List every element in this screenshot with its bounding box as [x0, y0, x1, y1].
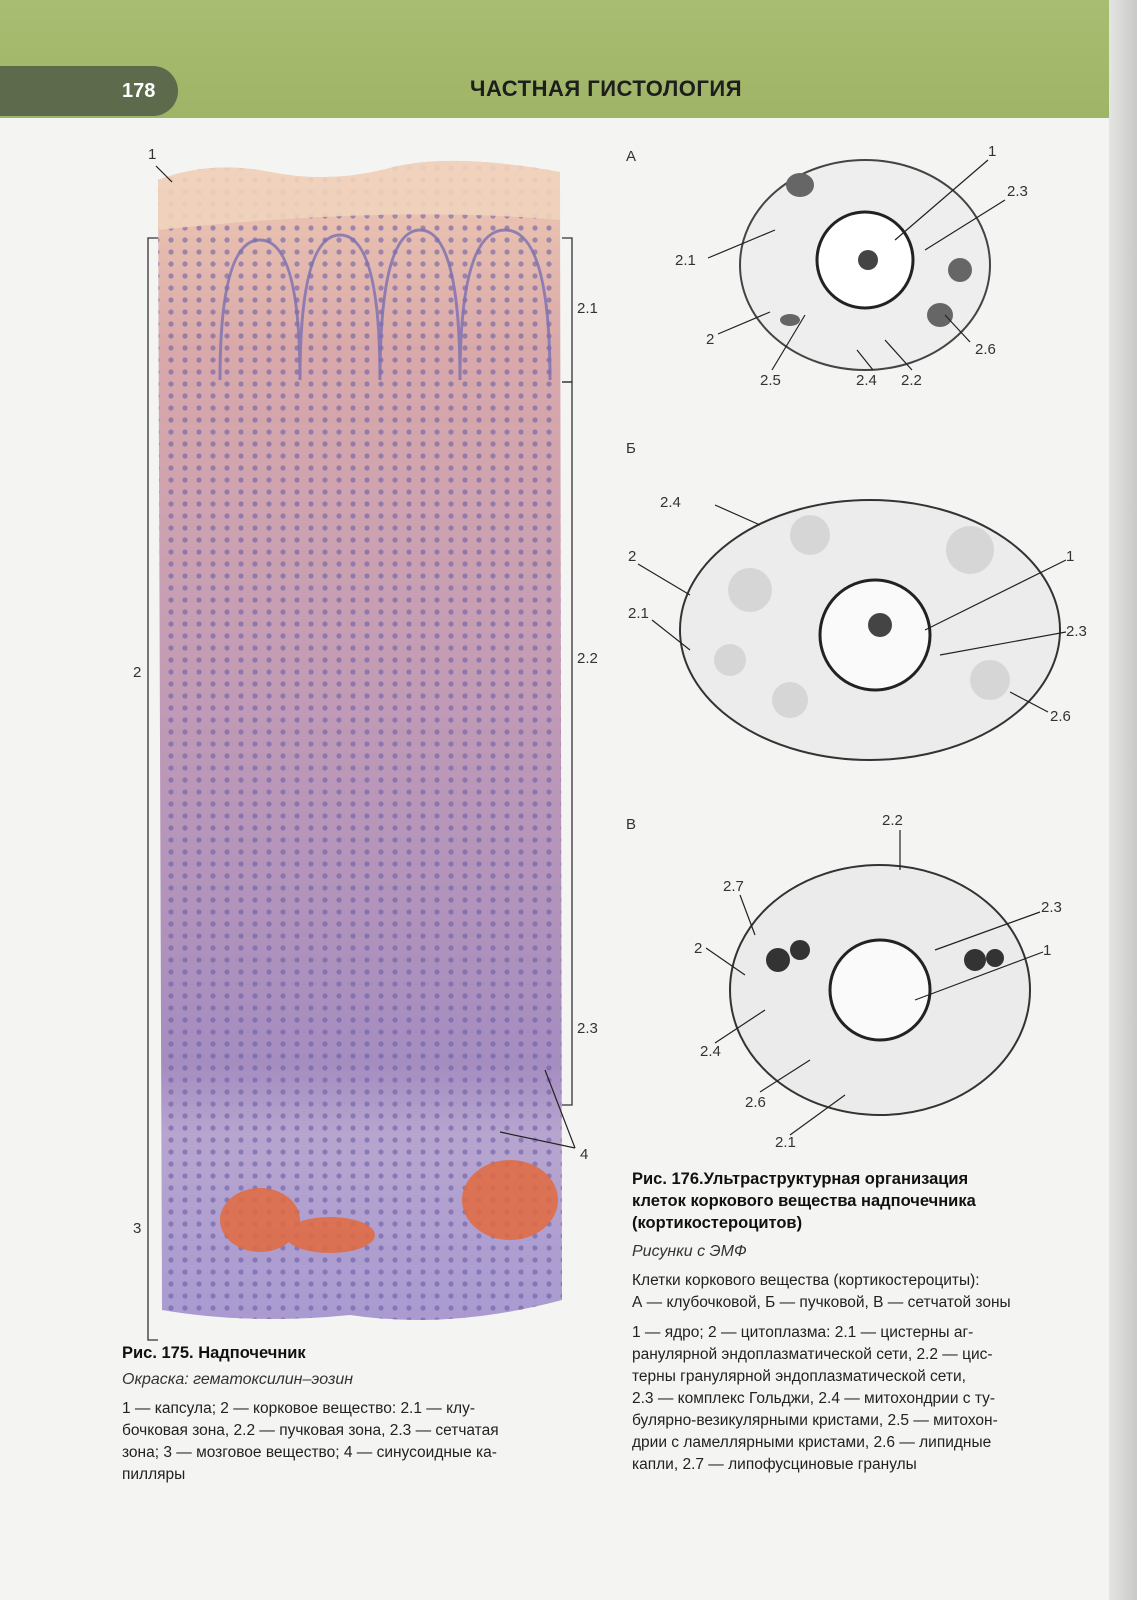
- fig176-legend-line: булярно-везикулярными кристами, 2.5 — митохон-: [632, 1412, 998, 1429]
- c-label-2-1: 2.1: [775, 1134, 796, 1151]
- panel-b-letter: Б: [626, 440, 636, 457]
- fig175-legend-line: зона; 3 — мозговое вещество; 4 — синусоидные ка-: [122, 1444, 497, 1461]
- a-label-2-4: 2.4: [856, 372, 877, 389]
- b-label-2: 2: [628, 548, 637, 565]
- fig176-legend-line: капли, 2.7 — липофусциновые гранулы: [632, 1456, 917, 1473]
- label-zona-reticularis: 2.3: [577, 1020, 598, 1037]
- b-label-2-6: 2.6: [1050, 708, 1071, 725]
- fig176-legend-line: 1 — ядро; 2 — цитоплазма: 2.1 — цистерны аг-: [632, 1324, 974, 1341]
- fig176-title: [632, 1168, 976, 1234]
- a-label-2-5: 2.5: [760, 372, 781, 389]
- fig176-legend-line: дрии с ламеллярными кристами, 2.6 — липидные: [632, 1434, 992, 1451]
- label-capsule: 1: [148, 146, 157, 163]
- running-title: ЧАСТНАЯ ГИСТОЛОГИЯ: [470, 76, 743, 101]
- fig175-title: Рис. 175. Надпочечник: [122, 1344, 306, 1362]
- b-label-1: 1: [1066, 548, 1075, 565]
- b-label-2-1: 2.1: [628, 605, 649, 622]
- label-sinusoids: 4: [580, 1146, 589, 1163]
- c-label-2-2: 2.2: [882, 812, 903, 829]
- c-label-1: 1: [1043, 942, 1052, 959]
- fig176-desc-line: А — клубочковой, Б — пучковой, В — сетчатой зоны: [632, 1294, 1011, 1311]
- a-label-2-1: 2.1: [675, 252, 696, 269]
- label-zona-fasciculata: 2.2: [577, 650, 598, 667]
- fig176-legend-line: 2.3 — комплекс Гольджи, 2.4 — митохондрии с ту-: [632, 1390, 996, 1407]
- a-label-2-6: 2.6: [975, 341, 996, 358]
- label-cortex: 2: [133, 664, 142, 681]
- fig176-credit: Рисунки с ЭМФ: [632, 1243, 747, 1260]
- panel-a-letter: А: [626, 148, 637, 165]
- fig176-title-line: клеток коркового вещества надпочечника: [632, 1192, 976, 1210]
- fig175-legend-line: пилляры: [122, 1466, 186, 1483]
- fig175-legend: [122, 1398, 602, 1486]
- fig175-legend-line: бочковая зона, 2.2 — пучковая зона, 2.3 — сетчатая: [122, 1422, 499, 1439]
- b-label-2-3: 2.3: [1066, 623, 1087, 640]
- panel-c-letter: В: [626, 816, 637, 833]
- label-medulla: 3: [133, 1220, 142, 1237]
- c-label-2: 2: [694, 940, 703, 957]
- fig176-title-line: (кортикостероцитов): [632, 1214, 803, 1232]
- a-label-2: 2: [706, 331, 715, 348]
- a-label-2-2: 2.2: [901, 372, 922, 389]
- fig176-description: [632, 1270, 1110, 1314]
- fig176-title-line: Рис. 176.Ультраструктурная организация: [632, 1170, 969, 1188]
- fig175-legend-line: 1 — капсула; 2 — корковое вещество: 2.1 — клу-: [122, 1400, 476, 1417]
- fig176-legend: [632, 1322, 1110, 1476]
- c-label-2-3: 2.3: [1041, 899, 1062, 916]
- label-zona-glomerulosa: 2.1: [577, 300, 598, 317]
- a-label-1: 1: [988, 143, 997, 160]
- c-label-2-6: 2.6: [745, 1094, 766, 1111]
- fig175-stain: Окраска: гематоксилин–эозин: [122, 1371, 354, 1388]
- c-label-2-4: 2.4: [700, 1043, 721, 1060]
- fig176-desc-line: Клетки коркового вещества (кортикостероциты):: [632, 1272, 980, 1289]
- fig176-legend-line: ранулярной эндоплазматической сети, 2.2 — цис-: [632, 1346, 993, 1363]
- c-label-2-7: 2.7: [723, 878, 744, 895]
- b-label-2-4: 2.4: [660, 494, 681, 511]
- a-label-2-3: 2.3: [1007, 183, 1028, 200]
- fig176-legend-line: терны гранулярной эндоплазматической сети,: [632, 1368, 966, 1385]
- page-number: 178: [122, 80, 156, 102]
